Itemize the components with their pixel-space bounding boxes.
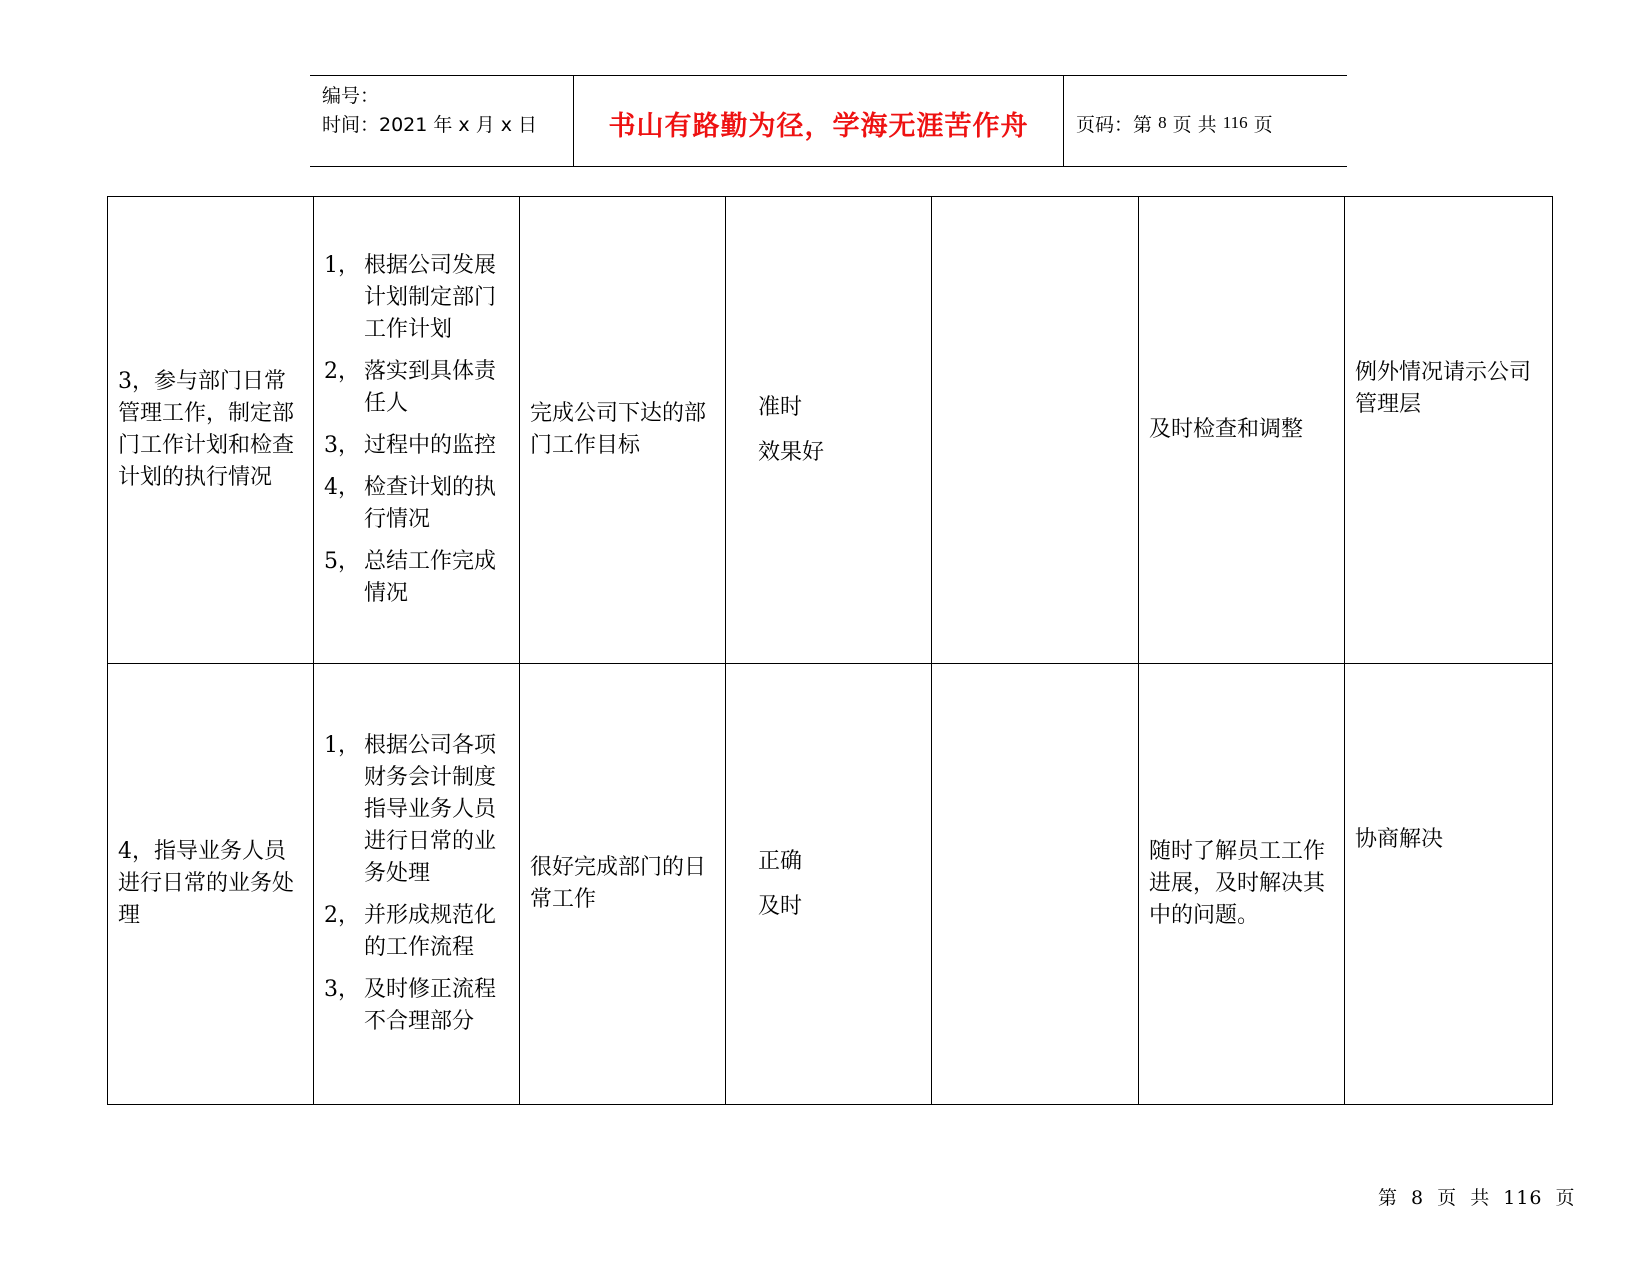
goal-cell: 完成公司下达的部门工作目标	[520, 197, 726, 664]
standard-item: 正确	[758, 849, 803, 874]
standard-item: 效果好	[758, 440, 825, 465]
table-row	[108, 197, 1553, 664]
page-footer: 第 8 页 共 116 页	[1378, 1187, 1576, 1209]
page-prefix: 页码：第	[1076, 113, 1153, 136]
page-middle: 页 共	[1172, 113, 1217, 136]
code-label: 编号：	[322, 85, 380, 107]
step-number: 2，	[324, 903, 360, 928]
page-header	[310, 75, 1347, 167]
duty-cell: 4，指导业务人员进行日常的业务处理	[108, 664, 314, 1105]
control-cell: 随时了解员工工作进展，及时解决其中的问题。	[1139, 664, 1345, 1105]
step-number: 3，	[324, 433, 360, 458]
table-row	[108, 664, 1553, 1105]
page-suffix: 页	[1253, 113, 1273, 136]
header-page-number	[1064, 76, 1347, 166]
list-item	[324, 546, 509, 610]
step-number: 1，	[324, 253, 360, 278]
step-text: 落实到具体责任人	[364, 359, 497, 416]
step-text: 及时修正流程不合理部分	[364, 977, 497, 1034]
blank-cell	[932, 664, 1139, 1105]
steps-list	[324, 250, 509, 610]
exception-cell: 协商解决	[1345, 664, 1553, 1105]
page-current: 8	[1158, 113, 1167, 132]
duty-table	[107, 196, 1553, 1105]
list-item	[324, 356, 509, 420]
step-number: 3，	[324, 977, 360, 1002]
step-number: 5，	[324, 549, 360, 574]
page-total: 116	[1222, 113, 1248, 132]
exception-cell: 例外情况请示公司管理层	[1345, 197, 1553, 664]
standard-cell	[726, 197, 932, 664]
control-cell: 及时检查和调整	[1139, 197, 1345, 664]
blank-cell	[932, 197, 1139, 664]
standard-item: 及时	[758, 894, 803, 919]
list-item	[324, 250, 509, 346]
step-number: 2，	[324, 359, 360, 384]
list-item	[324, 430, 509, 462]
step-text: 总结工作完成情况	[364, 549, 497, 606]
list-item	[324, 730, 509, 890]
step-text: 根据公司各项财务会计制度指导业务人员进行日常的业务处理	[364, 733, 497, 886]
steps-list	[324, 730, 509, 1038]
step-text: 过程中的监控	[364, 433, 497, 458]
duty-cell: 3，参与部门日常管理工作，制定部门工作计划和检查计划的执行情况	[108, 197, 314, 664]
steps-cell	[314, 664, 520, 1105]
list-item	[324, 900, 509, 964]
header-meta	[310, 76, 574, 166]
step-number: 1，	[324, 733, 360, 758]
step-text: 根据公司发展计划制定部门工作计划	[364, 253, 497, 342]
step-text: 检查计划的执行情况	[364, 475, 497, 532]
standard-item: 准时	[758, 395, 803, 420]
standard-cell	[726, 664, 932, 1105]
list-item	[324, 472, 509, 536]
step-number: 4，	[324, 475, 360, 500]
list-item	[324, 974, 509, 1038]
steps-cell	[314, 197, 520, 664]
goal-cell: 很好完成部门的日常工作	[520, 664, 726, 1105]
step-text: 并形成规范化的工作流程	[364, 903, 497, 960]
time-label: 时间：2021 年 x 月 x 日	[322, 114, 538, 136]
motto: 书山有路勤为径，学海无涯苦作舟	[574, 76, 1064, 166]
